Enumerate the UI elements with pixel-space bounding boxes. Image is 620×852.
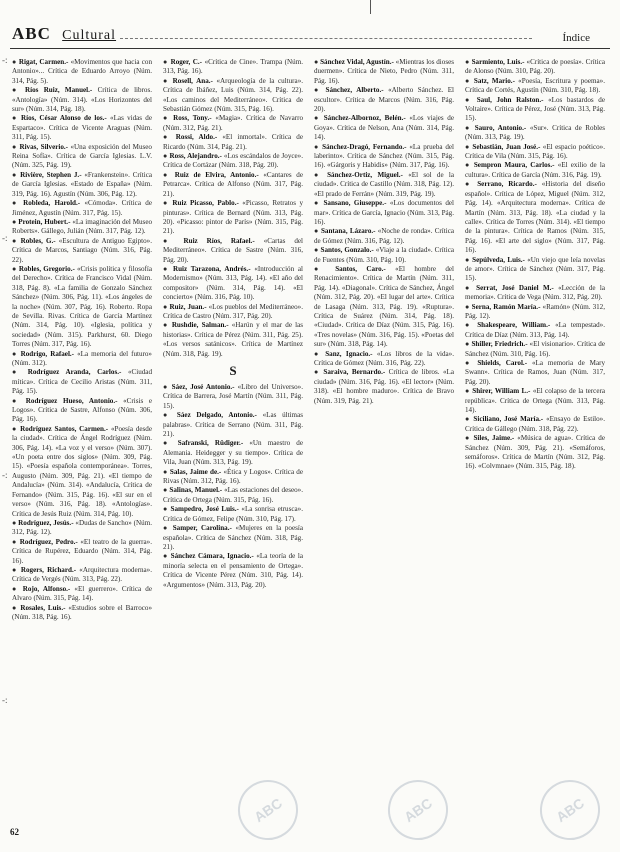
index-entry (465, 58, 605, 77)
entry-text: Crítica de libros. «La ciudad» (Núm. 316, Pág. 16). «El lector» (Núm. 318). «El hombre maduro». Crítica de Bravo (Núm. 319, Pág. 21). (314, 368, 454, 405)
entry-author: Ross, Alejandro.- (169, 152, 222, 161)
index-entry (12, 368, 152, 396)
bullet-icon: ● (465, 76, 474, 85)
bullet-icon: ● (314, 86, 326, 95)
entry-text: «Crítica de poesía». Crítica de Alonso (Núm. 310, Pág. 20). (465, 58, 605, 76)
index-entry (12, 566, 152, 585)
index-entry (314, 86, 454, 114)
entry-author: Siles, Jaime.- (473, 434, 515, 443)
entry-author: Robles, G.- (20, 236, 56, 245)
entry-author: Ruiz Picasso, Pablo.- (172, 199, 239, 208)
entry-author: Sauro, Antonio.- (474, 123, 527, 132)
bullet-icon: ● (163, 524, 173, 533)
page-header (10, 18, 610, 48)
index-column-3 (314, 58, 454, 832)
index-entry (12, 350, 152, 369)
bullet-icon: ● (12, 114, 22, 123)
index-entry (163, 552, 303, 590)
index-entry (163, 468, 303, 487)
index-entry (12, 604, 152, 623)
entry-text: «Un maestro de Alemania. Heidegger y su tiempo». Crítica de Vila, Juan (Núm. 313, Pág. 19). (163, 439, 303, 467)
entry-text: Crítica de libros. «Antología» (Núm. 314). «Los Horizontes del sur» (Núm. 314, Pág. 18). (12, 86, 152, 114)
entry-text: «Introducción al Modernismo» (Núm. 313, Pág. 14). «El año del compositor» (Núm. 314, Pág. 14). «El concierto» (Núm. 316, Pág. 10). (163, 264, 303, 302)
index-entry (12, 585, 152, 604)
entry-author: Rosell, Ana.- (172, 76, 213, 85)
section-brand (12, 24, 116, 44)
index-entry (12, 58, 152, 86)
bullet-icon: ● (465, 95, 477, 104)
index-entry (465, 161, 605, 180)
entry-author: Samper, Carolina.- (172, 524, 232, 533)
entry-author: Saul, John Ralston.- (476, 95, 544, 104)
entry-text: «La sonrisa etrusca». Crítica de Gómez, Felipe (Núm. 310, Pág. 17). (163, 505, 303, 523)
bullet-icon: ● (12, 217, 19, 226)
bullet-icon: ● (12, 565, 21, 574)
bullet-icon: ● (314, 199, 324, 208)
bullet-icon: ● (465, 123, 475, 132)
index-entry (465, 124, 605, 143)
bullet-icon: ● (465, 302, 472, 311)
bullet-icon: ● (163, 552, 171, 561)
entry-text: «El teatro de la guerra». Crítica de Rupérez, Eduardo (Núm. 314, Pág. 16). (12, 537, 152, 565)
index-entry (465, 415, 605, 434)
entry-text: «Ramón» (Núm. 312, Pág. 12). (465, 302, 605, 320)
entry-text: «Las estaciones del deseo». Crítica de Ortega (Núm. 315, Pág. 16). (163, 486, 303, 504)
bullet-icon: ● (314, 142, 323, 151)
bullet-icon: ● (12, 199, 24, 208)
entry-author: Serrat, José Daniel M.- (476, 283, 554, 292)
entry-text: «El hombre del Renacimiento». Crítica de Martín (Núm. 311, Pág. 14). «Diagonal». Crítica de Sánchez, Ángel (Núm. 312, Pág. 20). «El lugar del arte». Crítica de Lasaga (Núm. 313, Pág. 19). «Ruptura». Crítica de Suárez (Núm. 314, Pág. 18). «Ciudad». Crítica de Díaz (Núm. 315, Pág. 16). «Tres novelas» (Núm. 316, Pág. 15). «Poetas del sur» (Núm. 318, Pág. 14). (314, 264, 454, 349)
index-entry (163, 439, 303, 467)
entry-text: «El inmortal». Crítica de Ricardo (Núm. 314, Pág. 21). (163, 133, 303, 151)
index-entry (12, 425, 152, 519)
entry-author: Rodríguez Santos, Carmen.- (20, 424, 109, 433)
bullet-icon: ● (163, 467, 170, 476)
entry-author: Shirer, William L.- (472, 387, 531, 396)
index-entry (465, 143, 605, 162)
entry-author: Rivas, Silverio.- (19, 142, 69, 151)
index-entry (163, 114, 303, 133)
index-entry (163, 411, 303, 439)
entry-text: «Las últimas palabras». Crítica de Serrano (Núm. 311, Pág. 21). (163, 411, 303, 439)
index-entry (314, 114, 454, 142)
index-entry (314, 368, 454, 406)
bullet-icon: ● (465, 340, 472, 349)
entry-author: Satz, Mario.- (473, 76, 515, 85)
entry-author: Sánchez Cámara, Ignacio.- (170, 552, 254, 561)
entry-author: Rodríguez, Jesús.- (18, 518, 74, 527)
entry-text: «El espacio poético». Crítica de Vila (Núm. 315, Pág. 16). (465, 142, 605, 161)
entry-text: «Cartas del Mediterráneo». Crítica de Sastre (Núm. 316, Pág. 20). (163, 236, 303, 264)
index-entry (314, 143, 454, 171)
entry-text: «Movimentos que hacia con Antonio»... Crítica de Eduardo Arroyo (Núm. 314, Pág. 5). (12, 58, 152, 85)
bullet-icon: ● (12, 58, 19, 66)
entry-text: «Viaje a la ciudad». Crítica de Fuentes (Núm. 310, Pág. 10). (314, 246, 454, 264)
entry-text: «Lección de la memoria». Crítica de Vega (Núm. 312, Pág. 20). (465, 283, 605, 302)
entry-author: Siciliano, José María.- (473, 415, 544, 424)
entry-text: «Harún y el mar de las historias». Crítica de Pérez (Núm. 311, Pág. 25). «Los versos satánicos». Crítica de Martínez (Núm. 318, Pág. 19). (163, 321, 303, 358)
entry-text: «La memoria de Mary Swann». Crítica de Ramos, Juan (Núm. 317, Pág. 20). (465, 359, 605, 386)
index-entry (12, 538, 152, 566)
entry-text: «La tempestad». Crítica de Díaz (Núm. 313, Pág. 14). (465, 321, 605, 339)
margin-mark: -: (2, 695, 8, 705)
entry-author: Robleda, Harold.- (23, 199, 81, 208)
entry-text: «La memoria del futuro» (Núm. 312). (12, 349, 152, 367)
bullet-icon: ● (12, 170, 21, 179)
entry-author: Rogers, Richard.- (20, 565, 77, 574)
index-entry (163, 199, 303, 237)
bullet-icon: ● (163, 76, 173, 85)
bullet-icon: ● (314, 227, 321, 236)
entry-text: «Música de agua». Crítica de Sánchez (Núm. 309, Pág. 21). «Semáforos, semáforos». Crítica de Martín (Núm. 312, Pág. 16). «Colvmnae» (Núm. 315, Pág. 18). (465, 434, 605, 471)
watermark-stamp: ABC (376, 768, 460, 852)
entry-text: «Cantares de Petrarca». Crítica de Alfonso (Núm. 317, Pág. 21). (163, 170, 303, 198)
entry-author: Rodríguez Aranda, Carlos.- (27, 368, 122, 377)
bullet-icon: ● (163, 170, 175, 179)
entry-text: «Los viajes de Goya». Crítica de Nelson, Ana (Núm. 314, Pág. 14). (314, 114, 454, 142)
entry-author: Sebastián, Juan José.- (472, 142, 541, 151)
index-entry (163, 133, 303, 152)
index-entry (12, 397, 152, 425)
entry-author: Shakespeare, William.- (477, 321, 551, 330)
entry-author: Santos, Caro.- (335, 264, 386, 273)
entry-author: Sánchez-Albornoz, Belén.- (323, 114, 406, 123)
entry-text: «Mujeres en la poesía española». Crítica de Sánchez (Núm. 318, Pág. 21). (163, 524, 303, 551)
page-number: 62 (10, 827, 19, 837)
entry-text: «Dudas de Sancho» (Núm. 312, Pág. 12). (12, 518, 152, 537)
entry-author: Shiller, Friedrich.- (471, 340, 528, 349)
index-column-2 (163, 58, 303, 832)
margin-mark: -: (2, 470, 8, 480)
bullet-icon: ● (465, 58, 472, 66)
bullet-icon: ● (12, 396, 26, 405)
entry-author: Rossi, Aldo.- (175, 133, 218, 142)
section-letter: S (229, 363, 237, 378)
margin-mark: -: (2, 233, 8, 243)
entry-author: Sanz, Ignacio.- (325, 349, 373, 358)
bullet-icon: ● (465, 387, 473, 396)
entry-author: Sánchez Vidal, Agustín.- (320, 58, 394, 66)
entry-author: Ruiz de Elvira, Antonio.- (174, 170, 259, 179)
bullet-icon: ● (12, 603, 21, 612)
entry-text: «Los escándalos de Joyce». Crítica de Cortázar (Núm. 318, Pág. 20). (163, 152, 303, 170)
bullet-icon: ● (314, 114, 324, 123)
bullet-icon: ● (163, 199, 173, 208)
entry-text: «Cómoda». Crítica de Jiménez, Agustín (Núm. 317, Pág. 15). (12, 199, 152, 217)
entry-text: «Una exposición del Museo Reina Sofía». Crítica de García Iglesias. L.V. (Núm. 325, Pág. 19). (12, 142, 152, 170)
entry-text: «Escultura de Antiguo Egipto». Crítica de Marcos, Santiago (Núm. 316, Pág. 22). (12, 236, 152, 264)
entry-author: Protein, Hubert.- (18, 217, 71, 226)
bullet-icon: ● (12, 86, 26, 95)
index-entry (314, 199, 454, 227)
entry-text: «El visionario». Crítica de Sánchez (Núm. 310, Pág. 16). (465, 340, 605, 358)
entry-author: Rodríguez Hueso, Antonio.- (25, 396, 118, 405)
index-entry (465, 359, 605, 387)
entry-text: «Los libros de la vida». Crítica de Gómez (Núm. 316, Pág. 22). (314, 349, 454, 367)
entry-text: «Alberto Sánchez. El escultor». Crítica de Marcos (Núm. 316, Pág. 20). (314, 86, 454, 114)
entry-text: «Historia del diseño español». Crítica de López, Miguel (Núm. 312, Pág. 14). «Arquitectura moderna». Crítica de Martín (Núm. 313, Pág. 18). «La ciudad y la calle». Crítica de Torres (Núm. 314). «El tiempo de la pintura». Crítica de Ramos (Núm. 315, Pág. 16). «El arte del siglo» (Núm. 317, Pág. 16). (465, 180, 605, 255)
entry-author: Ruiz Ríos, Rafael.- (183, 236, 255, 245)
index-label: Índice (562, 32, 590, 44)
entry-text: «Los bastardos de Voltaire». Crítica de Pérez, José (Núm. 313, Pág. 15). (465, 95, 605, 123)
watermark-stamp: ABC (226, 768, 310, 852)
index-entry (163, 321, 303, 359)
entry-text: «Noche de ronda». Crítica de Gómez (Núm. 316, Pág. 12). (314, 227, 454, 245)
entry-text: «Frankenstein». Crítica de García Iglesias. «Estado de España» (Núm. 319, Pág. 16). Agustín (Núm. 306, Pág. 12). (12, 170, 152, 198)
index-entry (12, 86, 152, 114)
bullet-icon: ● (465, 161, 474, 170)
entry-text: «Poesía, Escritura y poema». Crítica de Cortés, Agustín (Núm. 310, Pág. 18). (465, 76, 605, 95)
entry-author: Serna, Ramón María.- (471, 302, 541, 311)
index-entry (163, 77, 303, 115)
index-entry (163, 486, 303, 505)
entry-author: Rigat, Carmen.- (18, 58, 69, 66)
entry-author: Santana, Lázaro.- (320, 227, 376, 236)
brand-section: Cultural (62, 28, 117, 43)
index-entry (163, 58, 303, 77)
index-columns (12, 58, 610, 832)
entry-author: Rodríguez, Pedro.- (19, 537, 78, 546)
header-underline (10, 48, 610, 49)
bullet-icon: ● (163, 133, 176, 142)
bullet-icon: ● (465, 283, 477, 292)
bullet-icon: ● (465, 359, 478, 367)
entry-author: Sansano, Giuseppe.- (323, 199, 387, 208)
bullet-icon: ● (12, 584, 23, 593)
index-entry (465, 321, 605, 340)
entry-text: «El exilio de la cultura». Crítica de García (Núm. 316, Pág. 19). (465, 161, 605, 179)
index-entry (12, 114, 152, 142)
entry-author: Salinas, Manuel.- (169, 486, 223, 495)
bullet-icon: ● (163, 505, 171, 514)
bullet-icon: ● (314, 170, 328, 179)
bullet-icon: ● (314, 58, 321, 66)
bullet-icon: ● (163, 439, 178, 448)
bullet-icon: ● (465, 255, 473, 264)
entry-text: «Arqueología de la cultura». Crítica de Ibáñez, Luis (Núm. 314, Pág. 22). «Los caminos del Mediterráneo». Crítica de Sebastián Gómez (Núm. 315, Pág. 16). (163, 76, 303, 114)
entry-text: «Ensayo de Estilo». Crítica de Gállego (Núm. 318, Pág. 22). (465, 415, 605, 433)
entry-author: Rodrigo, Rafael.- (20, 349, 75, 358)
index-column-4 (465, 58, 605, 832)
bullet-icon: ● (12, 368, 28, 377)
index-entry (314, 246, 454, 265)
index-entry (12, 143, 152, 171)
bullet-icon: ● (163, 302, 170, 311)
bullet-icon: ● (465, 321, 478, 330)
index-entry (314, 171, 454, 199)
index-entry (314, 227, 454, 246)
entry-author: Ruiz Tarazona, Andrés.- (172, 264, 251, 273)
entry-author: Safranski, Rüdiger.- (177, 439, 244, 448)
entry-text: «Crisis e Logos». Crítica de Sastre, Alfonso (Núm. 306, Pág. 16). (12, 396, 152, 424)
index-entry (163, 265, 303, 303)
entry-author: Shields, Carol.- (477, 359, 528, 367)
bullet-icon: ● (12, 424, 21, 433)
bullet-icon: ● (163, 236, 184, 245)
bullet-icon: ● (12, 264, 19, 273)
entry-text: «Los documentos del mar». Crítica de García, Ignacio (Núm. 313, Pág. 16). (314, 199, 454, 226)
index-entry (12, 199, 152, 218)
margin-mark: -: (2, 55, 8, 65)
entry-text: «Estudios sobre el Barroco» (Núm. 318, Pág. 16). (12, 603, 152, 621)
entry-author: Sáez Delgado, Antonio.- (176, 411, 257, 420)
entry-author: Ríos, César Alonso de los.- (21, 114, 107, 123)
entry-author: Rushdie, Salman.- (171, 321, 229, 330)
index-entry (465, 387, 605, 415)
entry-author: Ruiz, Juan.- (169, 302, 207, 311)
bullet-icon: ● (163, 264, 173, 273)
header-dashed-rule (120, 38, 532, 39)
bullet-icon: ● (12, 518, 19, 527)
index-entry (465, 77, 605, 96)
entry-author: Saraiva, Bernardo.- (323, 368, 386, 377)
entry-text: «Ética y Logos». Crítica de Rivas (Núm. 312, Pág. 16). (163, 467, 303, 486)
index-entry (465, 256, 605, 284)
bullet-icon: ● (314, 264, 336, 273)
bullet-icon: ● (12, 142, 20, 151)
entry-author: Rosales, Luis.- (20, 603, 66, 612)
entry-text: «Las vidas de Espartaco». Crítica de Vicente Araguas (Núm. 311, Pág. 15). (12, 114, 152, 142)
index-entry (12, 218, 152, 237)
index-entry (465, 340, 605, 359)
index-entry (12, 171, 152, 199)
entry-author: Ríos Ruiz, Manuel.- (25, 86, 93, 95)
bullet-icon: ● (465, 180, 478, 189)
entry-text: «La teoría de la minoría selecta en el pensamiento de Ortega». Crítica de Vicente Pérez (Núm. 310, Pág. 14). «Argumentos» (Núm. 313, Pág. 20). (163, 552, 303, 589)
bullet-icon: ● (314, 368, 324, 377)
index-column-1 (12, 58, 152, 832)
index-entry (163, 505, 303, 524)
entry-text: «Crisis política y filosofía del Derecho». Crítica de Francisco Vidal (Núm. 318, Pág. 8). «La familia de Gonzalo Sánchez Sánchez» (Núm. 306, Pág. 11). «Los ángeles de la noche» (Núm. 307, Pág. 16). Roberto. Ropa de Sevilla. Rivas. Crítica de García Martínez (Núm. 314, Pág. 10). «Iglesia, política y sociedad» (Núm. 315). Parkhurst, 60. Diego Torres (Núm. 317, Pág. 16). (12, 264, 152, 349)
entry-text: «Un viejo que leía novelas de amor». Crítica de Sánchez (Núm. 317, Pág. 15). (465, 255, 605, 283)
index-entry (314, 350, 454, 369)
entry-author: Rojo, Alfonso.- (22, 584, 71, 593)
bullet-icon: ● (163, 114, 174, 123)
entry-text: «La imaginación del Museo Roberts». Gállego, Julián (Núm. 317, Pág. 12). (12, 217, 152, 236)
entry-author: Sarmiento, Luis.- (471, 58, 525, 66)
entry-text: «Picasso, Retratos y pinturas». Crítica de Bernard (Núm. 313, Pág. 20). «Picasso: pintor de París» (Núm. 315, Pág. 21). (163, 199, 303, 236)
entry-author: Sánchez, Alberto.- (325, 86, 384, 95)
entry-author: Sampedro, José Luis.- (170, 505, 239, 514)
entry-author: Ross, Tony.- (173, 114, 212, 123)
bullet-icon: ● (163, 486, 170, 495)
entry-author: Salas, Jaime de.- (169, 467, 222, 476)
top-tick-mark (370, 0, 371, 14)
entry-author: Roger, C.- (170, 58, 203, 66)
index-entry (163, 237, 303, 265)
index-entry (465, 434, 605, 472)
entry-text: «Los pueblos del Mediterráneo». Crítica de Castro (Núm. 317, Pág. 20). (163, 302, 303, 320)
entry-text: «El sol de la ciudad». Crítica de Castillo (Núm. 318, Pág. 12). «El prado de Ferrán» (Núm. 319, Pág. 19). (314, 170, 454, 198)
index-entry (12, 519, 152, 538)
index-entry (163, 303, 303, 322)
entry-text: «Mientras los dioses duermen». Crítica de Nieto, Pedro (Núm. 311, Pág. 16). (314, 58, 454, 85)
entry-text: «El colapso de la tercera república». Crítica de Ortega (Núm. 313, Pág. 14). (465, 387, 605, 415)
entry-text: «Poesía desde la ciudad». Crítica de Ángel Rodríguez (Núm. 306, Pág. 14). «La voz y el verso» (Núm. 307). «Un poeta entre dos siglos» (Núm. 309, Pág. 15). «Poesía española contemporánea». Torres, Augusto (Núm. 309, Pág. 21). «El tiempo de Andalucía» (Núm. 314). «Andalucía, Crítica de Fernando» (Núm. 315, Pág. 16). «El sur en el verso» (Núm. 316, Pág. 18). «Antologías». Crítica de Jesús Ruiz (Núm. 314, Pág. 10). (12, 424, 152, 518)
entry-text: «Crítica de Cine». Trampa (Núm. 313, Pág. 16). (163, 58, 303, 76)
bullet-icon: ● (163, 383, 172, 391)
index-entry (163, 171, 303, 199)
index-entry (163, 524, 303, 552)
watermark-stamp: ABC (528, 768, 612, 852)
entry-author: Sepúlveda, Luis.- (472, 255, 525, 264)
index-entry (163, 383, 303, 411)
bullet-icon: ● (12, 537, 20, 546)
entry-text: «Ciudad mítica». Crítica de Cecilio Aristas (Núm. 311, Pág. 15). (12, 368, 152, 396)
index-entry (465, 303, 605, 322)
entry-text: «Magia». Crítica de Navarro (Núm. 312, Pág. 21). (163, 114, 303, 132)
bullet-icon: ● (465, 415, 474, 424)
bullet-icon: ● (314, 349, 326, 358)
entry-text: «Sur». Crítica de Robles (Núm. 313, Pág. 19). (465, 123, 605, 142)
index-entry (314, 58, 454, 86)
bullet-icon: ● (465, 142, 473, 151)
bullet-icon: ● (163, 58, 171, 66)
entry-author: Sánchez-Dragó, Fernando.- (322, 142, 407, 151)
bullet-icon: ● (465, 434, 474, 443)
index-entry (163, 152, 303, 171)
entry-author: Sáez, José Antonio.- (171, 383, 235, 391)
entry-text: «Libro del Universo». Crítica de Barrera, José Martín (Núm. 311, Pág. 15). (163, 383, 303, 410)
bullet-icon: ● (12, 236, 21, 245)
entry-author: Serrano, Ricardo.- (477, 180, 537, 189)
bullet-icon: ● (12, 349, 21, 358)
bullet-icon: ● (163, 321, 172, 330)
index-entry (465, 96, 605, 124)
index-entry (314, 265, 454, 350)
index-entry (12, 237, 152, 265)
entry-text: «El guerrero». Crítica de Alvaro (Núm. 315, Pág. 14). (12, 584, 152, 603)
entry-author: Sempron Maura, Carlos.- (473, 161, 555, 170)
bullet-icon: ● (163, 152, 170, 161)
bullet-icon: ● (163, 411, 177, 420)
entry-author: Sánchez-Ortiz, Miguel.- (327, 170, 403, 179)
index-entry (465, 284, 605, 303)
brand-abc: ABC (12, 24, 51, 43)
index-entry (12, 265, 152, 350)
entry-text: «Arquitectura moderna». Crítica de Vergés (Núm. 313, Pág. 22). (12, 565, 152, 584)
bullet-icon: ● (314, 246, 321, 255)
entry-text: «La prueba del laberinto». Crítica de Sánchez (Núm. 315, Pág. 16). «Gárgoris y Habidis» (Núm. 317, Pág. 16). (314, 142, 454, 170)
entry-author: Santos, Gonzalo.- (320, 246, 374, 255)
entry-author: Rivière, Stephen J.- (20, 170, 82, 179)
entry-author: Robles, Gregorio.- (18, 264, 75, 273)
index-entry (465, 180, 605, 255)
